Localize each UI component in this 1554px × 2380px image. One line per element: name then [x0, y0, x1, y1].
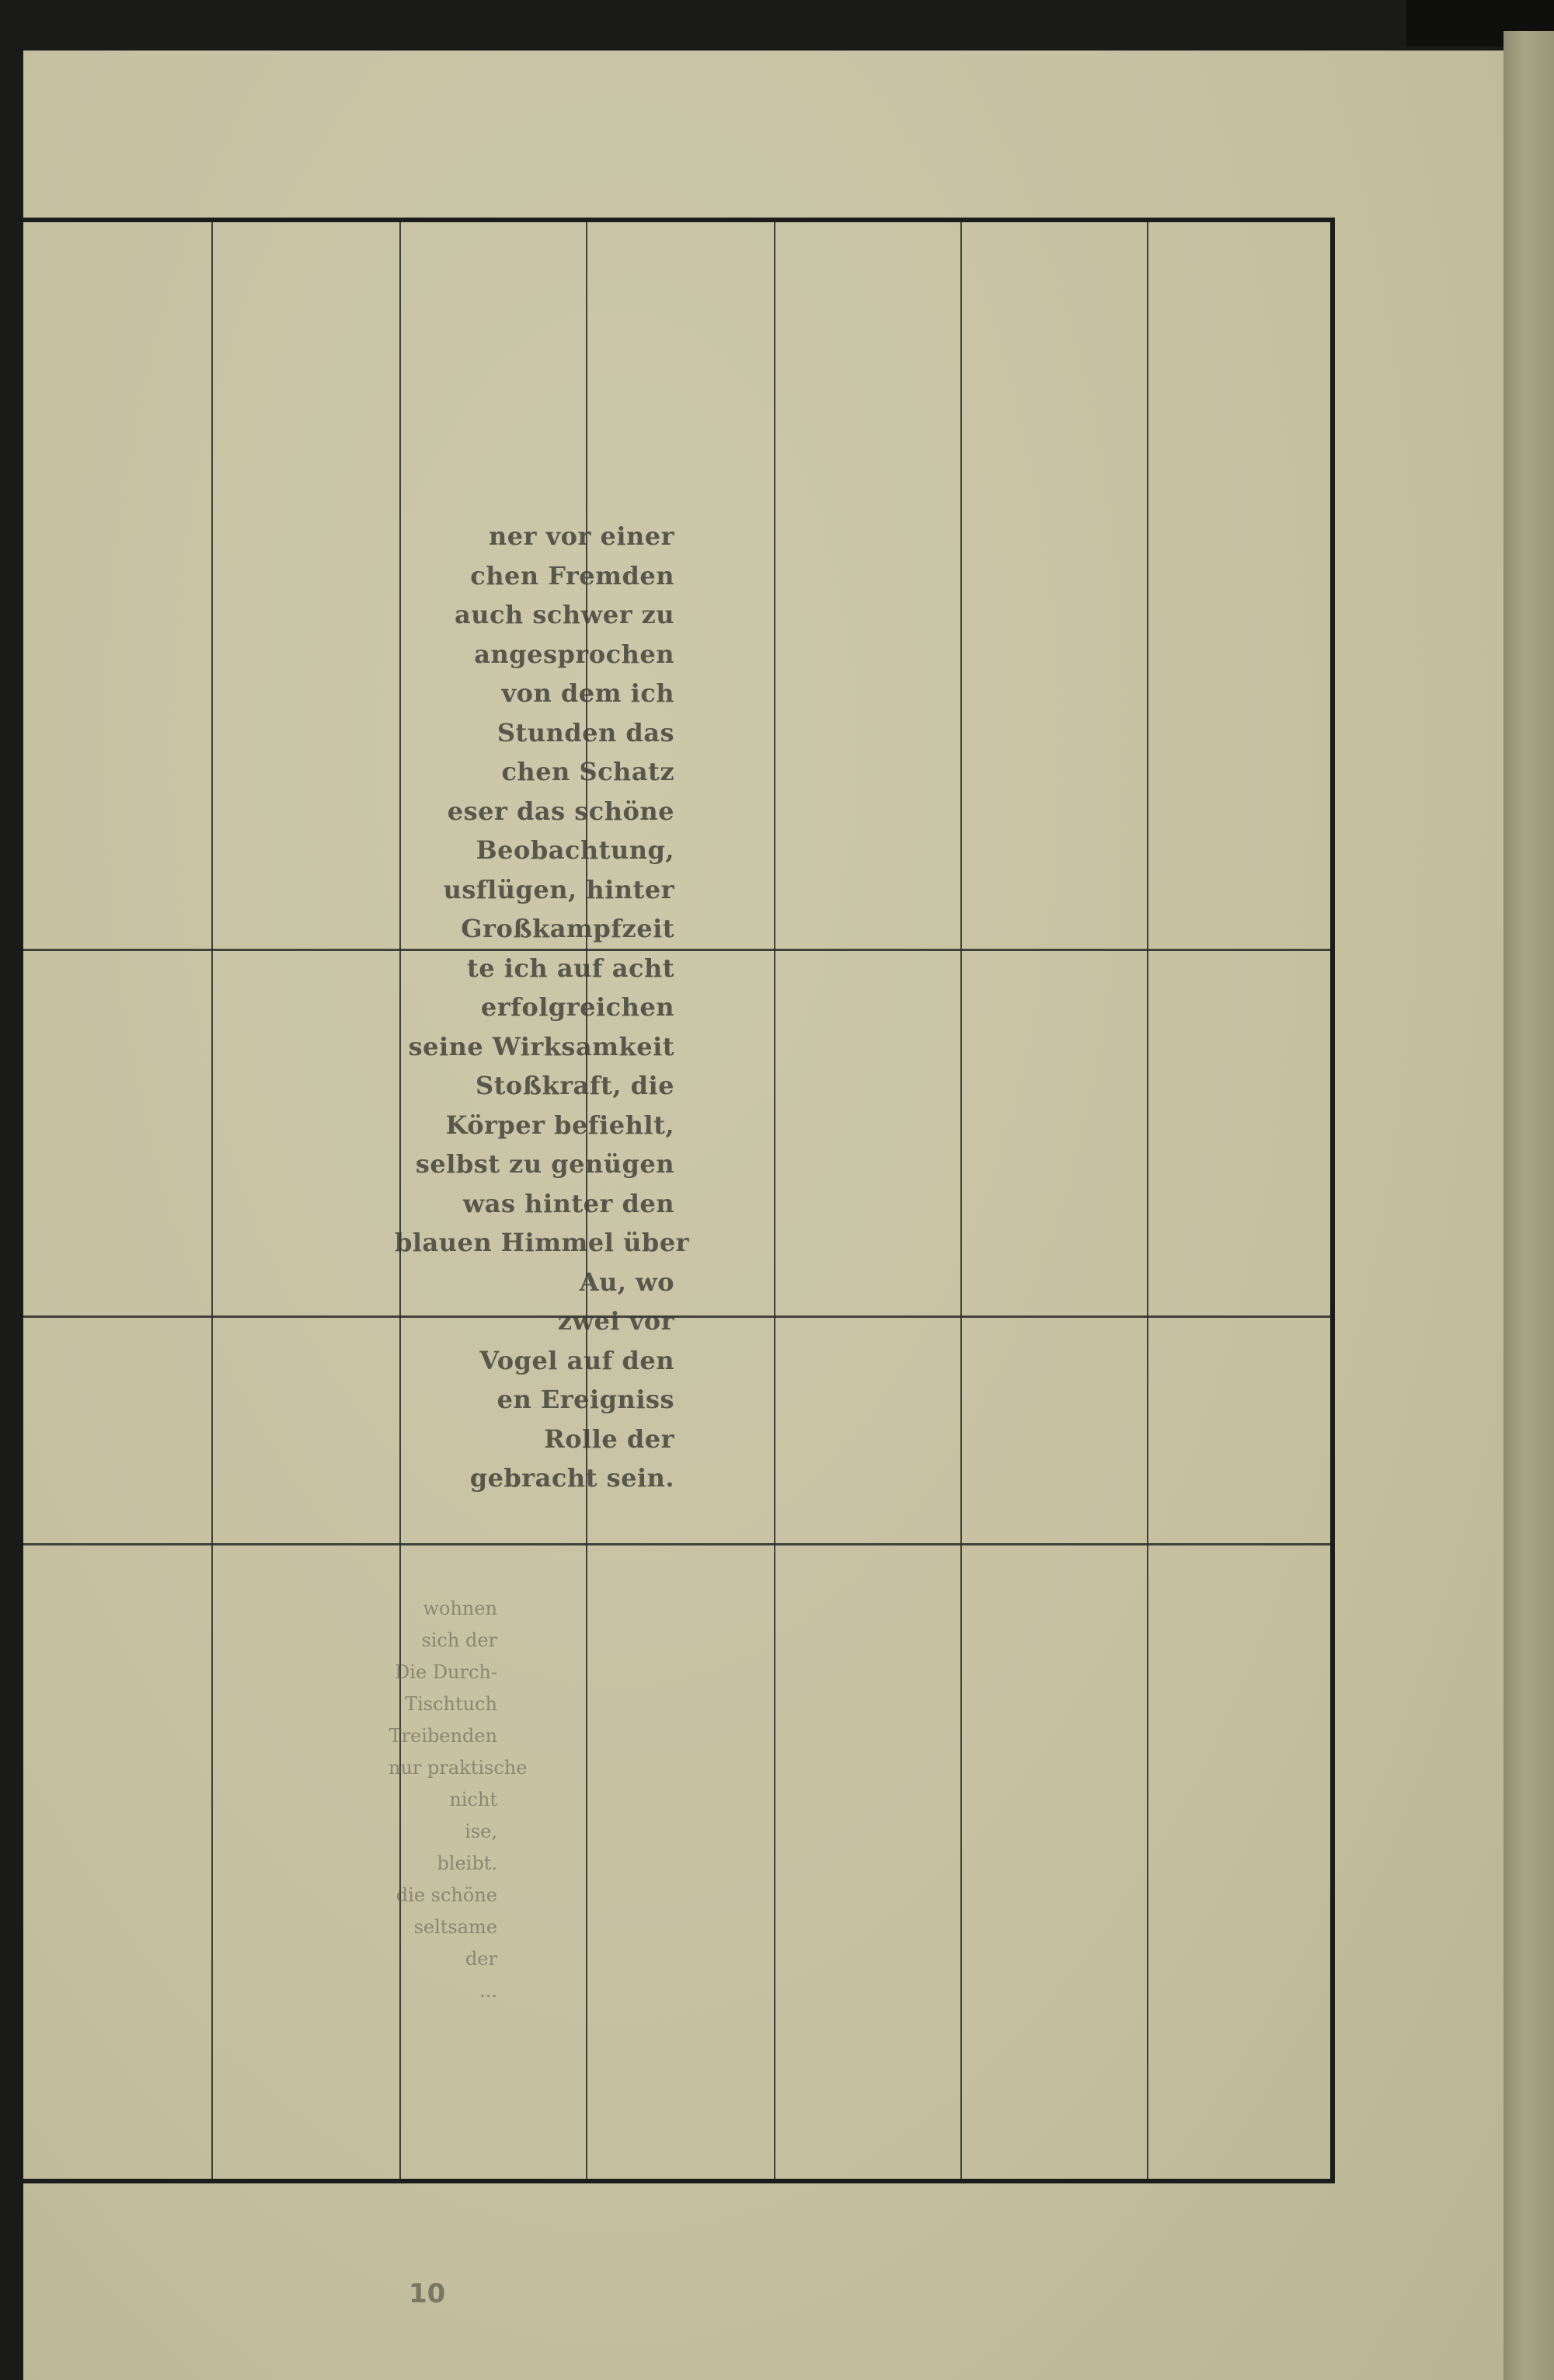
faint-bleed-line: nur praktische — [388, 1757, 528, 1779]
bleed-line: Stoßkraft, die — [475, 1071, 674, 1100]
column-rule-1 — [211, 222, 213, 2179]
faint-bleed-line: ... — [479, 1980, 497, 2002]
bleed-line: blauen Himmel über — [395, 1228, 689, 1257]
bleed-line: gebracht sein. — [469, 1463, 674, 1493]
column-rule-4 — [774, 222, 775, 2179]
column-rule-6 — [1147, 222, 1148, 2179]
bleed-line: selbst zu genügen — [415, 1149, 674, 1179]
empty-ruled-table — [23, 218, 1335, 2183]
faint-bleed-line: ise, — [465, 1821, 497, 1842]
bleed-line: auch schwer zu — [455, 600, 674, 629]
bleed-line: zwei vor — [557, 1306, 674, 1336]
faint-bleed-line: bleibt. — [437, 1852, 497, 1874]
bleed-line: chen Schatz — [501, 757, 674, 786]
bleed-line: seine Wirksamkeit — [408, 1031, 674, 1061]
ledger-page — [23, 51, 1503, 2380]
adjacent-page-edge — [1503, 31, 1554, 2380]
faint-bleed-line: seltsame — [413, 1916, 497, 1938]
bleed-through-text — [395, 517, 689, 1498]
bleed-line: Au, wo — [579, 1267, 674, 1297]
column-rule-5 — [960, 222, 962, 2179]
bleed-line: Beobachtung, — [476, 835, 674, 865]
bleed-line: angesprochen — [474, 639, 674, 669]
faint-bleed-line: Tischtuch — [405, 1693, 497, 1715]
bleed-line: usflügen, hinter — [443, 874, 674, 904]
faint-bleed-line: sich der — [421, 1629, 497, 1651]
bleed-line: was hinter den — [462, 1188, 674, 1218]
row-rule-3 — [23, 1543, 1330, 1545]
row-rule-1 — [23, 949, 1330, 951]
faint-bleed-line: Die Durch- — [395, 1661, 497, 1683]
bleed-line: ner vor einer — [488, 521, 674, 551]
faint-bleed-line: wohnen — [423, 1598, 497, 1619]
bleed-line: Vogel auf den — [479, 1345, 674, 1375]
bleed-line: Stunden das — [497, 717, 674, 747]
bleed-line: eser das schöne — [447, 796, 674, 826]
faint-bleed-line: Treibenden — [388, 1725, 497, 1747]
bleed-line: Körper befiehlt, — [445, 1110, 674, 1140]
bleed-line: chen Fremden — [470, 560, 674, 591]
bleed-line: te ich auf acht — [467, 953, 674, 983]
faint-bleed-line: nicht — [449, 1789, 497, 1810]
bleed-line: von dem ich — [501, 678, 674, 708]
bleed-line: erfolgreichen — [480, 992, 674, 1022]
faint-bleed-line: der — [465, 1948, 497, 1970]
bleed-line: en Ereigniss — [497, 1385, 674, 1414]
faint-bleed-line: die schöne — [395, 1884, 497, 1906]
page-number-stamp: 10 — [409, 2278, 446, 2309]
faint-bleed-through-text — [388, 1593, 528, 2007]
row-rule-2 — [23, 1315, 1330, 1318]
bleed-line: Rolle der — [544, 1423, 674, 1454]
bleed-line: Großkampfzeit — [461, 914, 674, 943]
